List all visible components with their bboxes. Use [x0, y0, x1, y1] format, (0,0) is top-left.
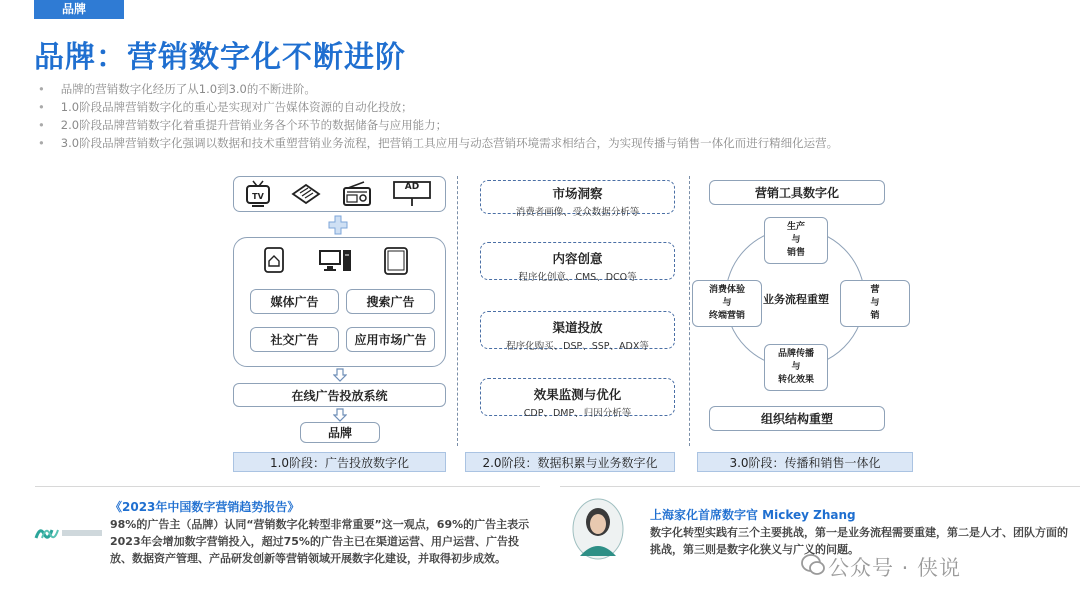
org-structure-box: 组织结构重塑 — [709, 406, 885, 431]
marketing-tools-box: 营销工具数字化 — [709, 180, 885, 205]
watermark: 公众号 · 侠说 — [828, 556, 962, 580]
bullet-item: • 品牌的营销数字化经历了从1.0到3.0的不断进阶。 — [38, 80, 838, 98]
bullet-list — [38, 80, 838, 152]
media-ad-box: 媒体广告 — [250, 289, 339, 314]
arrow-down-icon — [333, 408, 347, 422]
node-brand-conversion: 品牌传播 与 转化效果 — [764, 344, 828, 391]
section-tag: 品牌 — [34, 0, 124, 19]
content-creative-sub: 程序化创意、CMS、DCO等 — [518, 272, 637, 283]
bullet-item: • 3.0阶段品牌营销数字化强调以数据和技术重塑营销业务流程，把营销工具应用与动态营销环境需求相结合，为实现传播与销售一体化而进行精细化运营。 — [38, 134, 838, 152]
quote-body: 数字化转型实践有三个主要挑战，第一是业务流程需要重建，第二是人才、团队方面的挑战，第三则是数字化狭义与广义的问题。 — [650, 526, 1068, 556]
radio-icon — [342, 180, 372, 208]
effect-monitoring-sub: CDP、DMP、归因分析等 — [523, 408, 632, 419]
arrow-down-icon — [333, 368, 347, 382]
report-title: 《2023年中国数字营销趋势报告》 — [110, 500, 300, 514]
online-ad-system-box: 在线广告投放系统 — [233, 383, 446, 407]
app-store-ad-box: 应用市场广告 — [346, 327, 435, 352]
market-insight-box — [480, 180, 675, 218]
bullet-item: • 2.0阶段品牌营销数字化着重提升营销业务各个环节的数据储备与应用能力； — [38, 116, 838, 134]
report-body: 98%的广告主（品牌）认同“营销数字化转型非常重要”这一观点，69%的广告主表示2023年会增加数字营销投入，超过75%的广告主已在渠道运营、用户运营、广告投放、数据资产管理、产品研发创新等营销领域开展数字化建设，并取得初步成效。 — [110, 518, 530, 565]
content-creative-box — [480, 242, 675, 283]
report-logo-icon — [34, 522, 104, 544]
footer-divider — [35, 486, 540, 487]
stage-2-label: 2.0阶段：数据积累与业务数字化 — [465, 452, 675, 472]
avatar — [572, 498, 624, 560]
effect-monitoring-box — [480, 378, 675, 419]
stage-3-label: 3.0阶段：传播和销售一体化 — [697, 452, 913, 472]
brand-box: 品牌 — [300, 422, 380, 443]
page-title: 品牌：营销数字化不断进阶 — [34, 40, 406, 75]
tablet-icon — [383, 246, 409, 276]
footer-divider — [560, 486, 1080, 487]
social-ad-box: 社交广告 — [250, 327, 339, 352]
node-consumer-experience: 消费体验 与 终端营销 — [692, 280, 762, 327]
node-marketing-sales: 营 与 销 — [840, 280, 910, 327]
svg-text:TV: TV — [252, 192, 264, 201]
stage-divider — [457, 176, 458, 446]
billboard-ad-label: AD — [404, 182, 420, 192]
market-insight-sub: 消费者画像、受众数据分析等 — [515, 207, 640, 218]
bullet-item: • 1.0阶段品牌营销数字化的重心是实现对广告媒体资源的自动化投放； — [38, 98, 838, 116]
stage-1-label: 1.0阶段：广告投放数字化 — [233, 452, 446, 472]
process-reshape-label: 业务流程重塑 — [763, 293, 829, 306]
channel-placement-title: 渠道投放 — [552, 320, 603, 335]
tv-icon — [245, 180, 271, 208]
search-ad-box: 搜索广告 — [346, 289, 435, 314]
newspaper-icon — [291, 182, 321, 206]
effect-monitoring-title: 效果监测与优化 — [533, 387, 622, 402]
market-insight-title: 市场洞察 — [552, 186, 603, 201]
channel-placement-sub: 程序化购买、DSP、SSP、ADX等 — [506, 341, 649, 352]
plus-icon — [327, 214, 349, 236]
stage-divider — [689, 176, 690, 446]
wechat-icon — [800, 553, 826, 577]
channel-placement-box — [480, 311, 675, 352]
smart-home-icon — [263, 246, 285, 274]
quote-author: 上海家化首席数字官 Mickey Zhang — [650, 508, 856, 522]
content-creative-title: 内容创意 — [552, 251, 603, 266]
desktop-computer-icon — [317, 247, 353, 273]
node-production-sales: 生产 与 销售 — [764, 217, 828, 264]
